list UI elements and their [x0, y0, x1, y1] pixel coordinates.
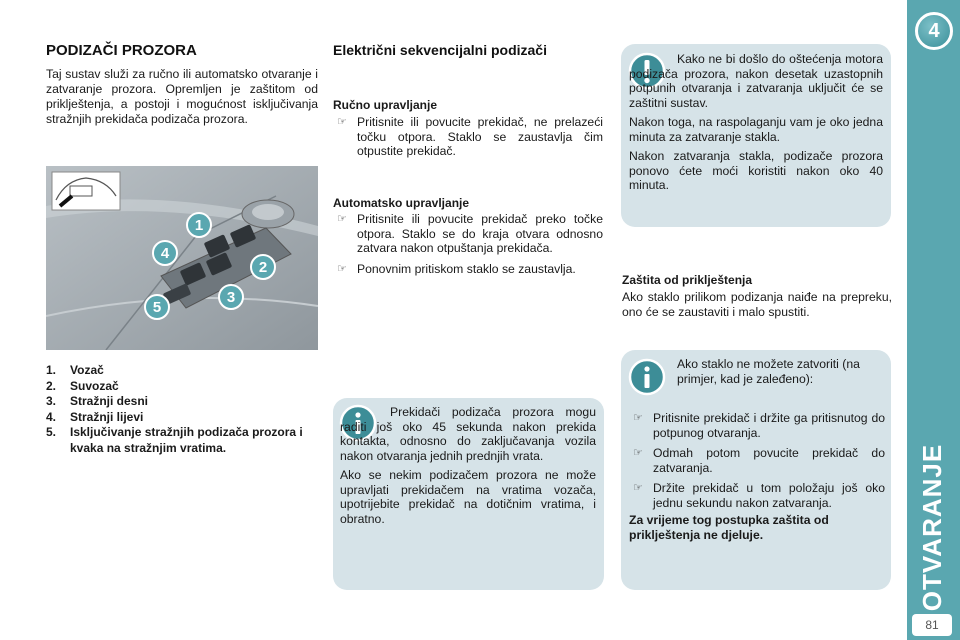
- info-icon: [628, 358, 666, 396]
- page-number: 81: [912, 614, 952, 636]
- legend-item: 4. Stražnji lijevi: [46, 409, 144, 424]
- anti-pinch-heading: Zaštita od priklještenja: [622, 273, 753, 287]
- warning-box-text: Kako ne bi došlo do oštećenja motora podizača prozora, nakon desetak uzastopnih potpunih otvaranja i zatvaranja uključit će se zaštitni sustav. Nakon toga, na raspolaganju vam je oko jedna minuta za zatvaranje stakla. Nakon zatvaranja stakla, podizače prozora ponovo ćete moći koristiti nakon oko 40 minuta.: [629, 52, 883, 192]
- list-item: ☞ Odmah potom povucite prekidač do zatvaranja.: [633, 446, 885, 475]
- window-switch-illustration: [46, 166, 318, 350]
- chapter-number-badge: [915, 12, 953, 50]
- callout-1: 1: [186, 212, 212, 238]
- pointer-icon: ☞: [337, 116, 347, 128]
- subsection-title: Električni sekvencijalni podizači: [333, 42, 547, 58]
- list-item: ☞ Pritisnite prekidač i držite ga pritisnutog do potpunog otvaranja.: [633, 411, 885, 440]
- auto-heading: Automatsko upravljanje: [333, 196, 470, 210]
- list-item: ☞ Držite prekidač u tom položaju još oko jednu sekundu nakon zatvaranja.: [633, 481, 885, 510]
- section-title: PODIZAČI PROZORA: [46, 42, 197, 59]
- legend-item: 1. Vozač: [46, 363, 104, 377]
- info-box-frozen-note: Za vrijeme tog postupka zaštita od priklještenja ne djeluje.: [629, 513, 829, 542]
- legend-item: 2. Suvozač: [46, 378, 119, 393]
- chapter-title: OTVARANJE: [917, 443, 948, 611]
- chapter-title-vertical: [910, 443, 956, 611]
- frozen-steps-list: [629, 411, 885, 516]
- list-item: ☞ Pritisnite ili povucite prekidač, ne prelazeći točku otpora. Staklo se zaustavlja čim otpustite prekidač.: [337, 115, 603, 158]
- auto-list: [333, 212, 603, 282]
- info-box-timing-text: Prekidači podizača prozora mogu raditi još oko 45 sekunda nakon prekida kontakta, odnosno do zaključavanja vozila nakon otvaranja jednih prednjih vrata. Ako se nekim podizačem prozora ne može upravljati prekidačem na vratima vozača, upotrijebite prekidač na dotičnim vratima, i obratno.: [340, 405, 596, 526]
- pointer-icon: ☞: [633, 447, 643, 459]
- legend-item: 3. Stražnji desni: [46, 394, 149, 408]
- callout-4: 4: [152, 240, 178, 266]
- manual-heading: Ručno upravljanje: [333, 98, 438, 112]
- pointer-icon: ☞: [633, 482, 643, 494]
- pointer-icon: ☞: [337, 262, 347, 275]
- callout-3: 3: [218, 284, 244, 310]
- pointer-icon: ☞: [337, 213, 347, 225]
- chapter-number: 4: [928, 19, 940, 42]
- anti-pinch-text: Ako staklo prilikom podizanja naiđe na prepreku, ono će se zaustaviti i malo spustiti.: [622, 290, 892, 319]
- manual-list: [333, 115, 603, 165]
- info-box-frozen-intro: Ako staklo ne možete zatvoriti (na primjer, kad je zaleđeno):: [677, 357, 860, 386]
- legend-item: 5. Isključivanje stražnjih podizača prozora i kvaka na stražnjim vratima.: [46, 425, 303, 455]
- switch-legend: [46, 363, 322, 456]
- pointer-icon: ☞: [633, 412, 643, 424]
- callout-2: 2: [250, 254, 276, 280]
- intro-paragraph: Taj sustav služi za ručno ili automatsko otvaranje i zatvaranje prozora. Opremljen je zaštitom od priklještenja, a postoji i mogućnost isključivanja stražnjih prekidača podizača prozora.: [46, 67, 318, 126]
- door-panel-drawing: [46, 166, 318, 350]
- callout-5: 5: [144, 294, 170, 320]
- list-item: ☞ Pritisnite ili povucite prekidač preko točke otpora. Staklo se do kraja otvara odnosno zatvara nakon otpuštanja prekidača.: [337, 212, 603, 255]
- list-item: ☞ Ponovnim pritiskom staklo se zaustavlja.: [337, 261, 576, 276]
